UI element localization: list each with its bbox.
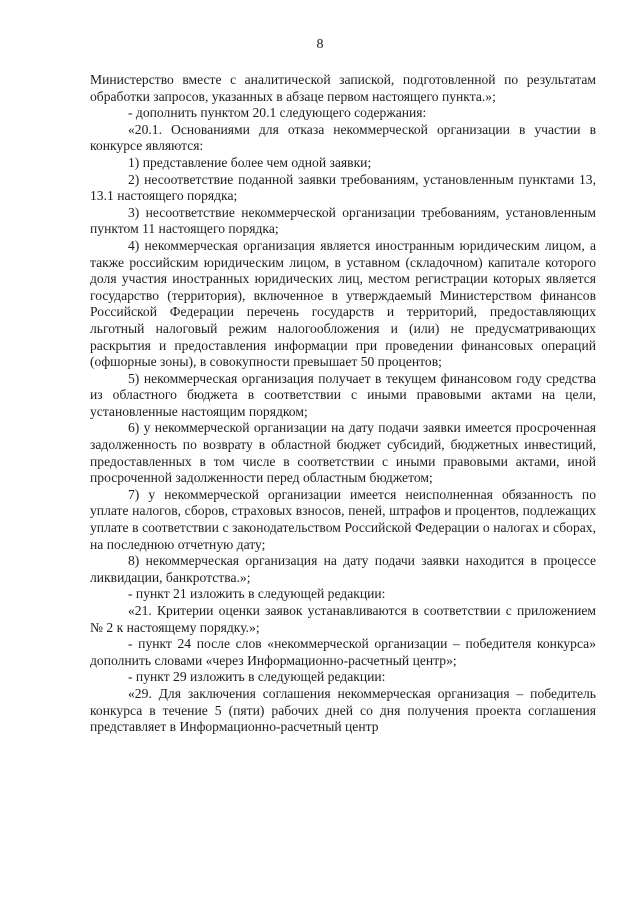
paragraph: 8) некоммерческая организация на дату подачи заявки находится в процессе ликвидации, банкротства.»; xyxy=(90,553,596,585)
paragraph: Министерство вместе с аналитической запиской, подготовленной по результатам обработки запросов, указанных в абзаце первом настоящего пункта.»; xyxy=(90,72,596,104)
paragraph: 6) у некоммерческой организации на дату подачи заявки имеется просроченная задолженность по возврату в областной бюджет субсидий, бюджетных инвестиций, предоставленных в том числе в соответствии с иными правовыми актами, иной просроченной задолженности перед областным бюджетом; xyxy=(90,420,596,486)
paragraph: 7) у некоммерческой организации имеется неисполненная обязанность по уплате налогов, сборов, страховых взносов, пеней, штрафов и процентов, подлежащих уплате в соответствии с законодательством Российской Федерации о налогах и сборах, на последнюю отчетную дату; xyxy=(90,486,596,552)
paragraph: 3) несоответствие некоммерческой организации требованиям, установленным пунктом 11 настоящего порядка; xyxy=(90,204,596,237)
page-number: 8 xyxy=(316,37,324,52)
paragraph: - пункт 21 изложить в следующей редакции: xyxy=(128,586,386,602)
paragraph: 1) представление более чем одной заявки; xyxy=(128,154,372,170)
paragraph: - дополнить пунктом 20.1 следующего содержания: xyxy=(128,105,427,121)
paragraph: 5) некоммерческая организация получает в текущем финансовом году средства из областного бюджета в соответствии с иными правовыми актами на цели, установленные настоящим порядком; xyxy=(90,370,596,419)
paragraph: 4) некоммерческая организация является иностранным юридическим лицом, а также российским юридическим лицом, в уставном (складочном) капитале которого доля участия иностранных юридических лиц, местом регистрации которых является государство (территория), включенное в утверждаемый Министерством финансов Российской Федерации перечень государств и территорий, предоставляющих льготный налоговый режим налогообложения и (или) не предусматривающих раскрытия и предоставления информации при проведении финансовых операций (офшорные зоны), в совокупности превышает 50 процентов; xyxy=(90,237,596,370)
document-body xyxy=(90,72,596,736)
paragraph: «20.1. Основаниями для отказа некоммерческой организации в участии в конкурсе являются: xyxy=(90,121,596,154)
paragraph: «21. Критерии оценки заявок устанавливаются в соответствии с приложением № 2 к настоящему порядку.»; xyxy=(90,603,596,635)
paragraph: 2) несоответствие поданной заявки требованиям, установленным пунктами 13, 13.1 настоящего порядка; xyxy=(90,171,596,204)
paragraph: - пункт 24 после слов «некоммерческой организации – победителя конкурса» дополнить словами «через Информационно-расчетный центр»; xyxy=(90,636,596,668)
paragraph: «29. Для заключения соглашения некоммерческая организация – победитель конкурса в течение 5 (пяти) рабочих дней со дня получения проекта соглашения представляет в Информационно-расчетный центр xyxy=(90,685,596,735)
paragraph: - пункт 29 изложить в следующей редакции: xyxy=(128,669,386,685)
